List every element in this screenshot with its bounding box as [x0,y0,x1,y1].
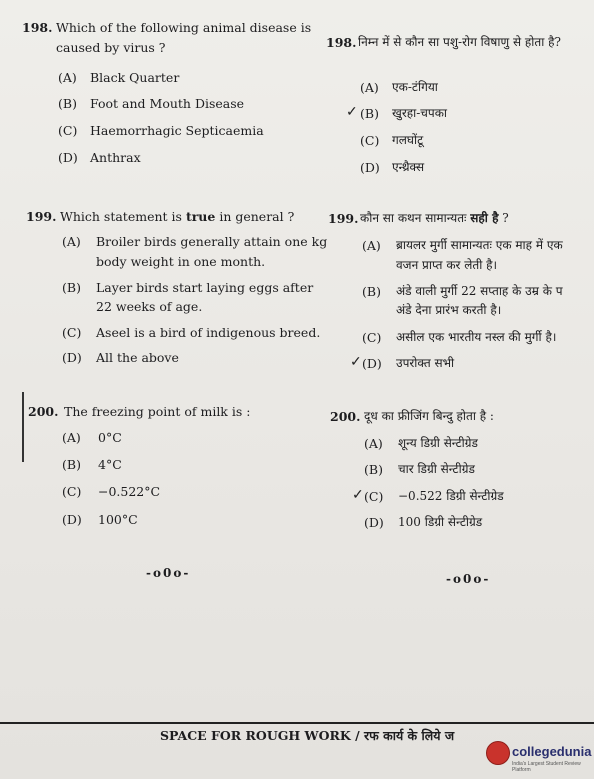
q200-hi-option-c: −0.522 डिग्री सेन्टीग्रेड [398,489,504,503]
q199-en-option-b-line1: Layer birds start laying eggs after [96,280,314,295]
q200-hi-option-key: (B) [364,462,383,477]
q198-hi-option-key: (D) [360,160,380,175]
q199-en-option-a-line1: Broiler birds generally attain one kg [96,234,328,249]
q200-en-option-d: 100°C [98,512,138,527]
q199-en-option-key: (C) [62,325,82,340]
q199-hi-question-post: ? [502,211,509,225]
q198-en-option-key: (D) [58,150,78,165]
q198-en-option-b: Foot and Mouth Disease [90,96,245,111]
q200-hi-option-a: शून्य डिग्री सेन्टीग्रेड [398,436,478,450]
q199-en-question [60,209,294,224]
q199-hi-number: 199. [328,211,359,226]
q198-en-option-a: Black Quarter [90,70,180,85]
q198-en-question-line2: caused by virus ? [56,40,166,55]
q199-hi-question-bold: सही है [470,211,499,225]
q199-en-number: 199. [26,209,57,224]
watermark-brand: collegedunia [512,744,592,759]
collegedunia-logo-icon [486,741,510,765]
q199-en-option-key: (B) [62,280,81,295]
answer-tick-mark: ✓ [346,104,358,120]
q199-en-option-b-line2: 22 weeks of age. [96,299,203,314]
q199-en-option-key: (A) [62,234,81,249]
q200-hi-option-b: चार डिग्री सेन्टीग्रेड [398,462,475,476]
end-mark-left: -o0o- [146,566,191,580]
q199-hi-question [360,211,509,226]
q200-hi-option-key: (C) [364,489,384,504]
answer-tick-mark: ✓ [352,487,364,503]
q200-en-option-key: (D) [62,512,82,527]
q198-hi-option-c: गलघोंटू [392,133,424,147]
q200-hi-number: 200. [330,409,361,424]
q198-en-option-d: Anthrax [90,150,141,165]
q200-hi-option-d: 100 डिग्री सेन्टीग्रेड [398,515,483,529]
q200-en-option-key: (C) [62,484,82,499]
q200-en-option-b: 4°C [98,457,122,472]
answer-tick-mark: ✓ [350,354,362,370]
q198-hi-option-d: एन्थ्रैक्स [392,160,425,174]
q200-hi-question: दूध का फ्रीजिंग बिन्दु होता है : [364,409,494,423]
q198-en-number: 198. [22,20,53,35]
q199-hi-option-d: उपरोक्त सभी [396,356,455,370]
q199-hi-option-a-line2: वजन प्राप्त कर लेती है। [396,258,498,272]
q198-hi-option-key: (C) [360,133,380,148]
watermark-tagline: India's Largest Student Review Platform [512,761,581,773]
q199-en-option-d: All the above [96,350,179,365]
q199-hi-option-key: (A) [362,238,381,253]
q200-en-option-key: (B) [62,457,81,472]
q199-en-option-c: Aseel is a bird of indigenous breed. [96,325,321,340]
q200-en-question: The freezing point of milk is : [64,404,251,419]
q200-hi-option-key: (A) [364,436,383,451]
q200-en-option-a: 0°C [98,430,122,445]
q198-hi-option-key: (B) [360,106,379,121]
q198-en-question-line1: Which of the following animal disease is [56,20,312,35]
q198-hi-option-a: एक-टंगिया [392,80,438,94]
q200-en-number: 200. [28,404,59,419]
q199-hi-option-b-line1: अंडे वाली मुर्गी 22 सप्ताह के उम्र के प [396,284,563,298]
q198-en-option-key: (A) [58,70,77,85]
q199-en-question-post: in general ? [219,209,295,224]
q199-hi-option-key: (B) [362,284,381,299]
q199-hi-question-pre: कौन सा कथन सामान्यतः [360,211,467,225]
q198-hi-question: निम्न में से कौन सा पशु-रोग विषाणु से होता है? [358,35,561,49]
q200-hi-option-key: (D) [364,515,384,530]
q199-hi-option-c: असील एक भारतीय नस्ल की मुर्गी है। [396,330,557,344]
q198-en-option-key: (B) [58,96,77,111]
q199-en-option-key: (D) [62,350,82,365]
q198-hi-option-b: खुरहा-चपका [392,106,448,120]
q200-en-option-key: (A) [62,430,81,445]
rough-work-label: SPACE FOR ROUGH WORK / रफ कार्य के लिये ज [160,728,455,743]
q199-hi-option-key: (C) [362,330,382,345]
q198-hi-option-key: (A) [360,80,379,95]
margin-bar [22,392,24,462]
q199-hi-option-a-line1: ब्रायलर मुर्गी सामान्यतः एक माह में एक [396,238,563,252]
q198-en-option-key: (C) [58,123,78,138]
q198-en-option-c: Haemorrhagic Septicaemia [90,123,264,138]
end-mark-right: -o0o- [446,572,491,586]
q199-hi-option-key: (D) [362,356,382,371]
q199-en-question-pre: Which statement is [60,209,182,224]
q199-hi-option-b-line2: अंडे देना प्रारंभ करती है। [396,303,502,317]
q198-hi-number: 198. [326,35,357,50]
q200-en-option-c: −0.522°C [98,484,161,499]
q199-en-question-bold: true [185,209,216,224]
footer-rule [0,722,594,724]
q199-en-option-a-line2: body weight in one month. [96,254,266,269]
